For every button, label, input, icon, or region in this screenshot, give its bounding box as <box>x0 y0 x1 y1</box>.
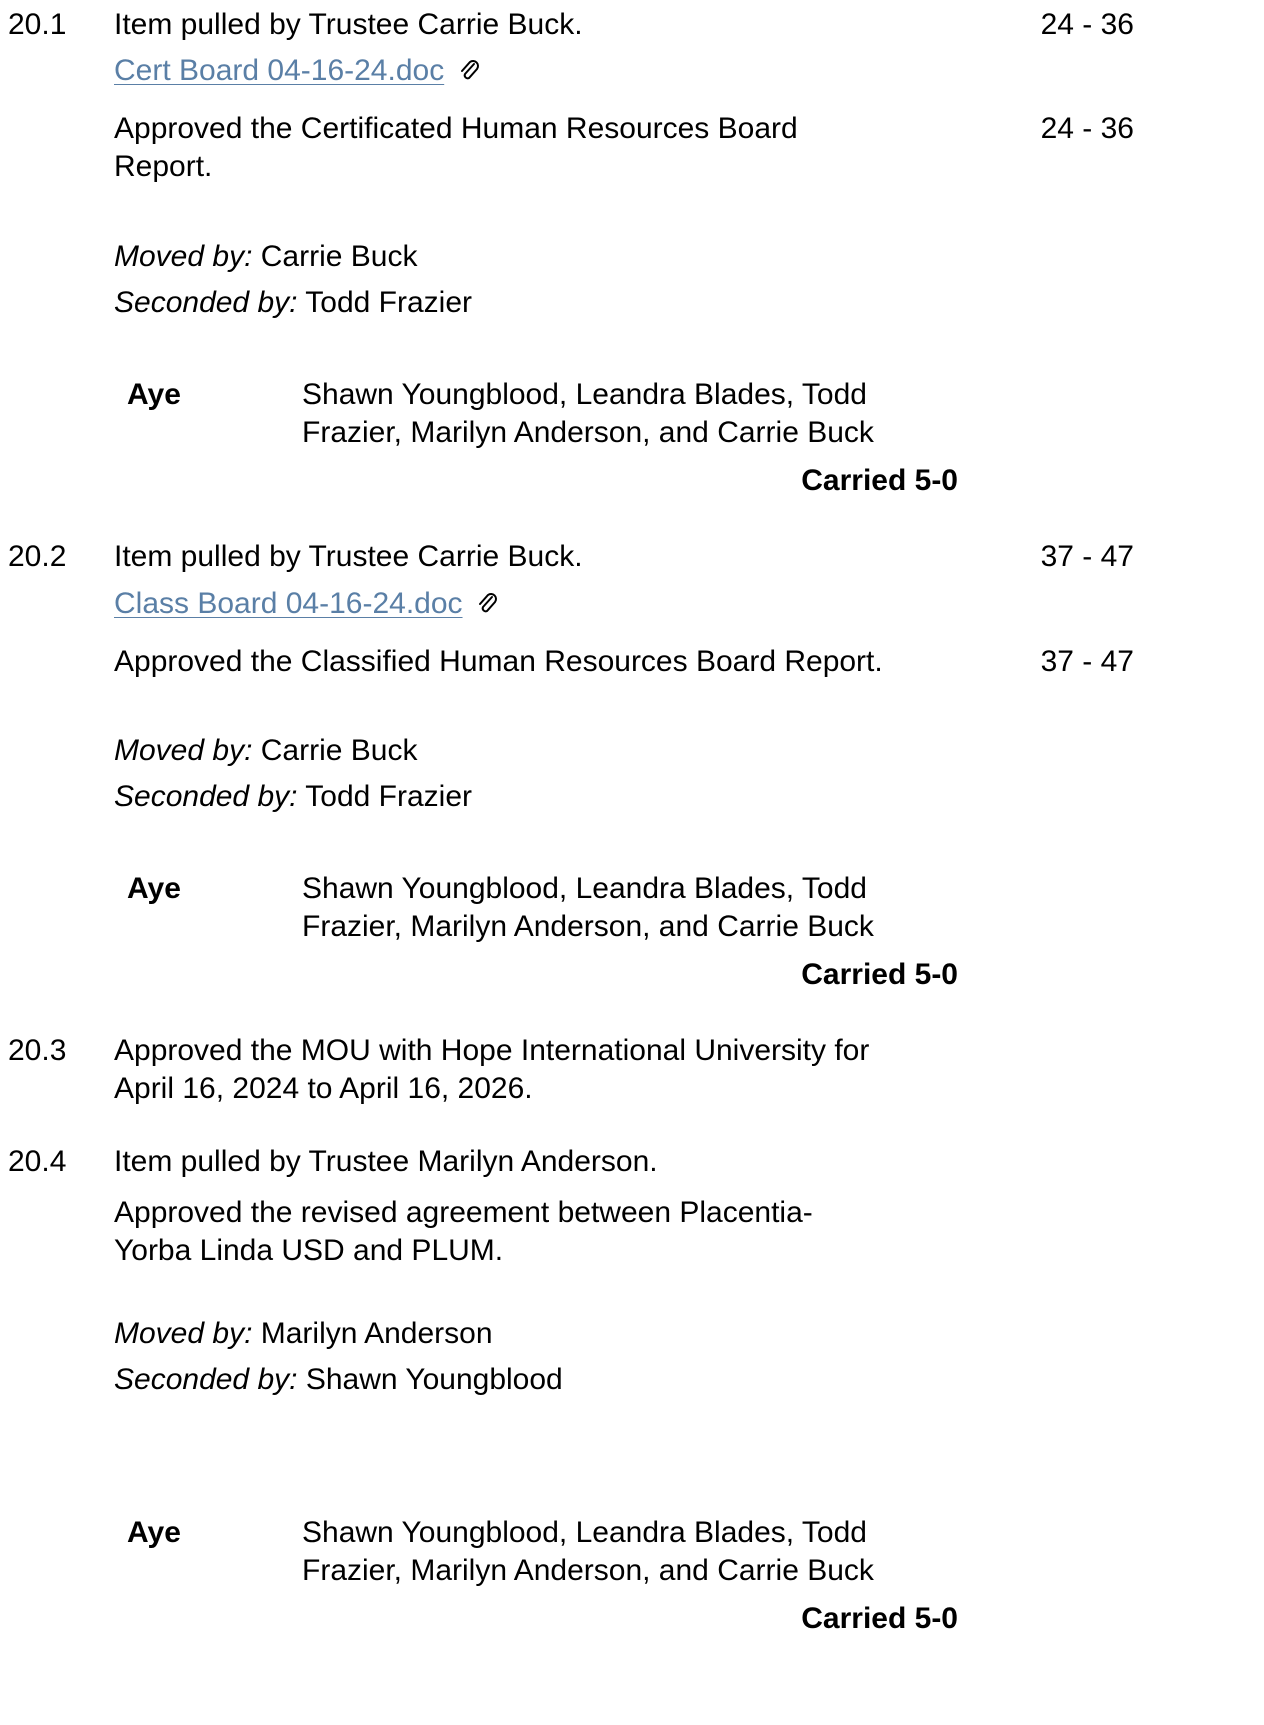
moved-by-name: Carrie Buck <box>252 240 418 273</box>
attachment-link[interactable]: Cert Board 04-16-24.doc <box>114 54 445 87</box>
vote-line2: Frazier, Marilyn Anderson, and Carrie Buck <box>302 910 874 943</box>
action-text-line1: Approved the Certificated Human Resources Board <box>114 112 798 145</box>
moved-by-label: Moved by: <box>114 240 253 273</box>
seconded-by-name: Todd Frazier <box>297 780 473 813</box>
vote-line1: Shawn Youngblood, Leandra Blades, Todd <box>302 872 867 905</box>
action-text-line1: Approved the MOU with Hope International University for <box>114 1034 870 1067</box>
moved-by-label: Moved by: <box>114 734 253 767</box>
vote-line1: Shawn Youngblood, Leandra Blades, Todd <box>302 378 867 411</box>
moved-by <box>114 732 417 769</box>
seconded-by-label: Seconded by: <box>114 780 298 813</box>
item-number: 20.2 <box>8 540 67 573</box>
item-number: 20.3 <box>8 1034 67 1067</box>
item-number: 20.1 <box>8 8 67 41</box>
action-text-line2: April 16, 2024 to April 16, 2026. <box>114 1072 533 1105</box>
page-range: 37 - 47 <box>1040 540 1134 573</box>
paperclip-icon <box>477 589 499 615</box>
page-range: 24 - 36 <box>1040 8 1134 41</box>
pulled-note: Item pulled by Trustee Carrie Buck. <box>114 540 583 573</box>
moved-by <box>114 238 417 275</box>
pulled-note: Item pulled by Trustee Carrie Buck. <box>114 8 583 41</box>
vote-label: Aye <box>127 872 181 905</box>
attachment-row <box>114 585 499 622</box>
action-text-line1: Approved the Classified Human Resources Board Report. <box>114 645 883 678</box>
moved-by-name: Marilyn Anderson <box>252 1317 493 1350</box>
vote-result: Carried 5-0 <box>801 958 958 991</box>
vote-label: Aye <box>127 378 181 411</box>
moved-by-name: Carrie Buck <box>252 734 418 767</box>
seconded-by <box>114 284 472 321</box>
page-range: 37 - 47 <box>1040 645 1134 678</box>
page-range: 24 - 36 <box>1040 112 1134 145</box>
pulled-note: Item pulled by Trustee Marilyn Anderson. <box>114 1145 658 1178</box>
moved-by-label: Moved by: <box>114 1317 253 1350</box>
vote-result: Carried 5-0 <box>801 1602 958 1635</box>
seconded-by <box>114 778 472 815</box>
action-text-line1: Approved the revised agreement between Placentia- <box>114 1196 813 1229</box>
seconded-by <box>114 1361 563 1398</box>
seconded-by-label: Seconded by: <box>114 1363 298 1396</box>
vote-result: Carried 5-0 <box>801 464 958 497</box>
vote-line2: Frazier, Marilyn Anderson, and Carrie Buck <box>302 416 874 449</box>
item-number: 20.4 <box>8 1145 67 1178</box>
paperclip-icon <box>459 56 481 82</box>
seconded-by-name: Shawn Youngblood <box>297 1363 563 1396</box>
vote-label: Aye <box>127 1516 181 1549</box>
vote-line1: Shawn Youngblood, Leandra Blades, Todd <box>302 1516 867 1549</box>
seconded-by-label: Seconded by: <box>114 286 298 319</box>
action-text-line2: Yorba Linda USD and PLUM. <box>114 1234 504 1267</box>
moved-by <box>114 1315 493 1352</box>
vote-line2: Frazier, Marilyn Anderson, and Carrie Buck <box>302 1554 874 1587</box>
attachment-row <box>114 52 481 89</box>
attachment-link[interactable]: Class Board 04-16-24.doc <box>114 587 463 620</box>
seconded-by-name: Todd Frazier <box>297 286 473 319</box>
action-text-line2: Report. <box>114 150 213 183</box>
